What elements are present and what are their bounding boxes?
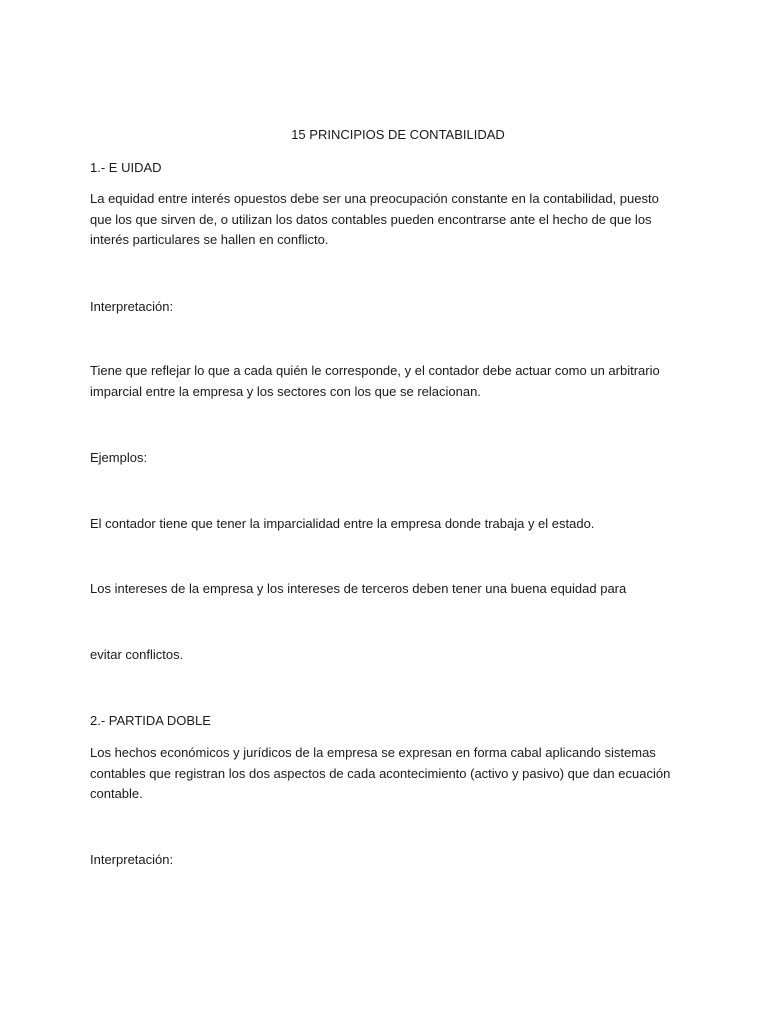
section-2-heading: 2.- PARTIDA DOBLE	[90, 713, 211, 728]
section-1-example-1: El contador tiene que tener la imparcialidad entre la empresa donde trabaja y el estado.	[90, 516, 595, 531]
section-1-paragraph: La equidad entre interés opuestos debe ser una preocupación constante en la contabilidad, puesto que los que sirven de, o utilizan los datos contables pueden encontrarse ante el hecho de que los interés particulares se hallen en conflicto.	[90, 191, 659, 247]
section-1-examples-label: Ejemplos:	[90, 450, 148, 465]
document-title: 15 PRINCIPIOS DE CONTABILIDAD	[291, 127, 505, 142]
section-2-paragraph: Los hechos económicos y jurídicos de la empresa se expresan en forma cabal aplicando sistemas contables que registran los dos aspectos de cada acontecimiento (activo y pasivo) que dan ecuación contable.	[90, 745, 671, 801]
section-1-example-2a: Los intereses de la empresa y los intereses de terceros deben tener una buena equidad para	[90, 581, 627, 596]
section-1-interpretation-text: Tiene que reflejar lo que a cada quién le corresponde, y el contador debe actuar como un arbitrario imparcial entre la empresa y los sectores con los que se relacionan.	[90, 363, 660, 399]
section-2-interpretation-label: Interpretación:	[90, 852, 174, 867]
section-1-example-2b: evitar conflictos.	[90, 647, 184, 662]
section-1-heading: 1.- E UIDAD	[90, 160, 162, 175]
section-1-interpretation-label: Interpretación:	[90, 299, 174, 314]
